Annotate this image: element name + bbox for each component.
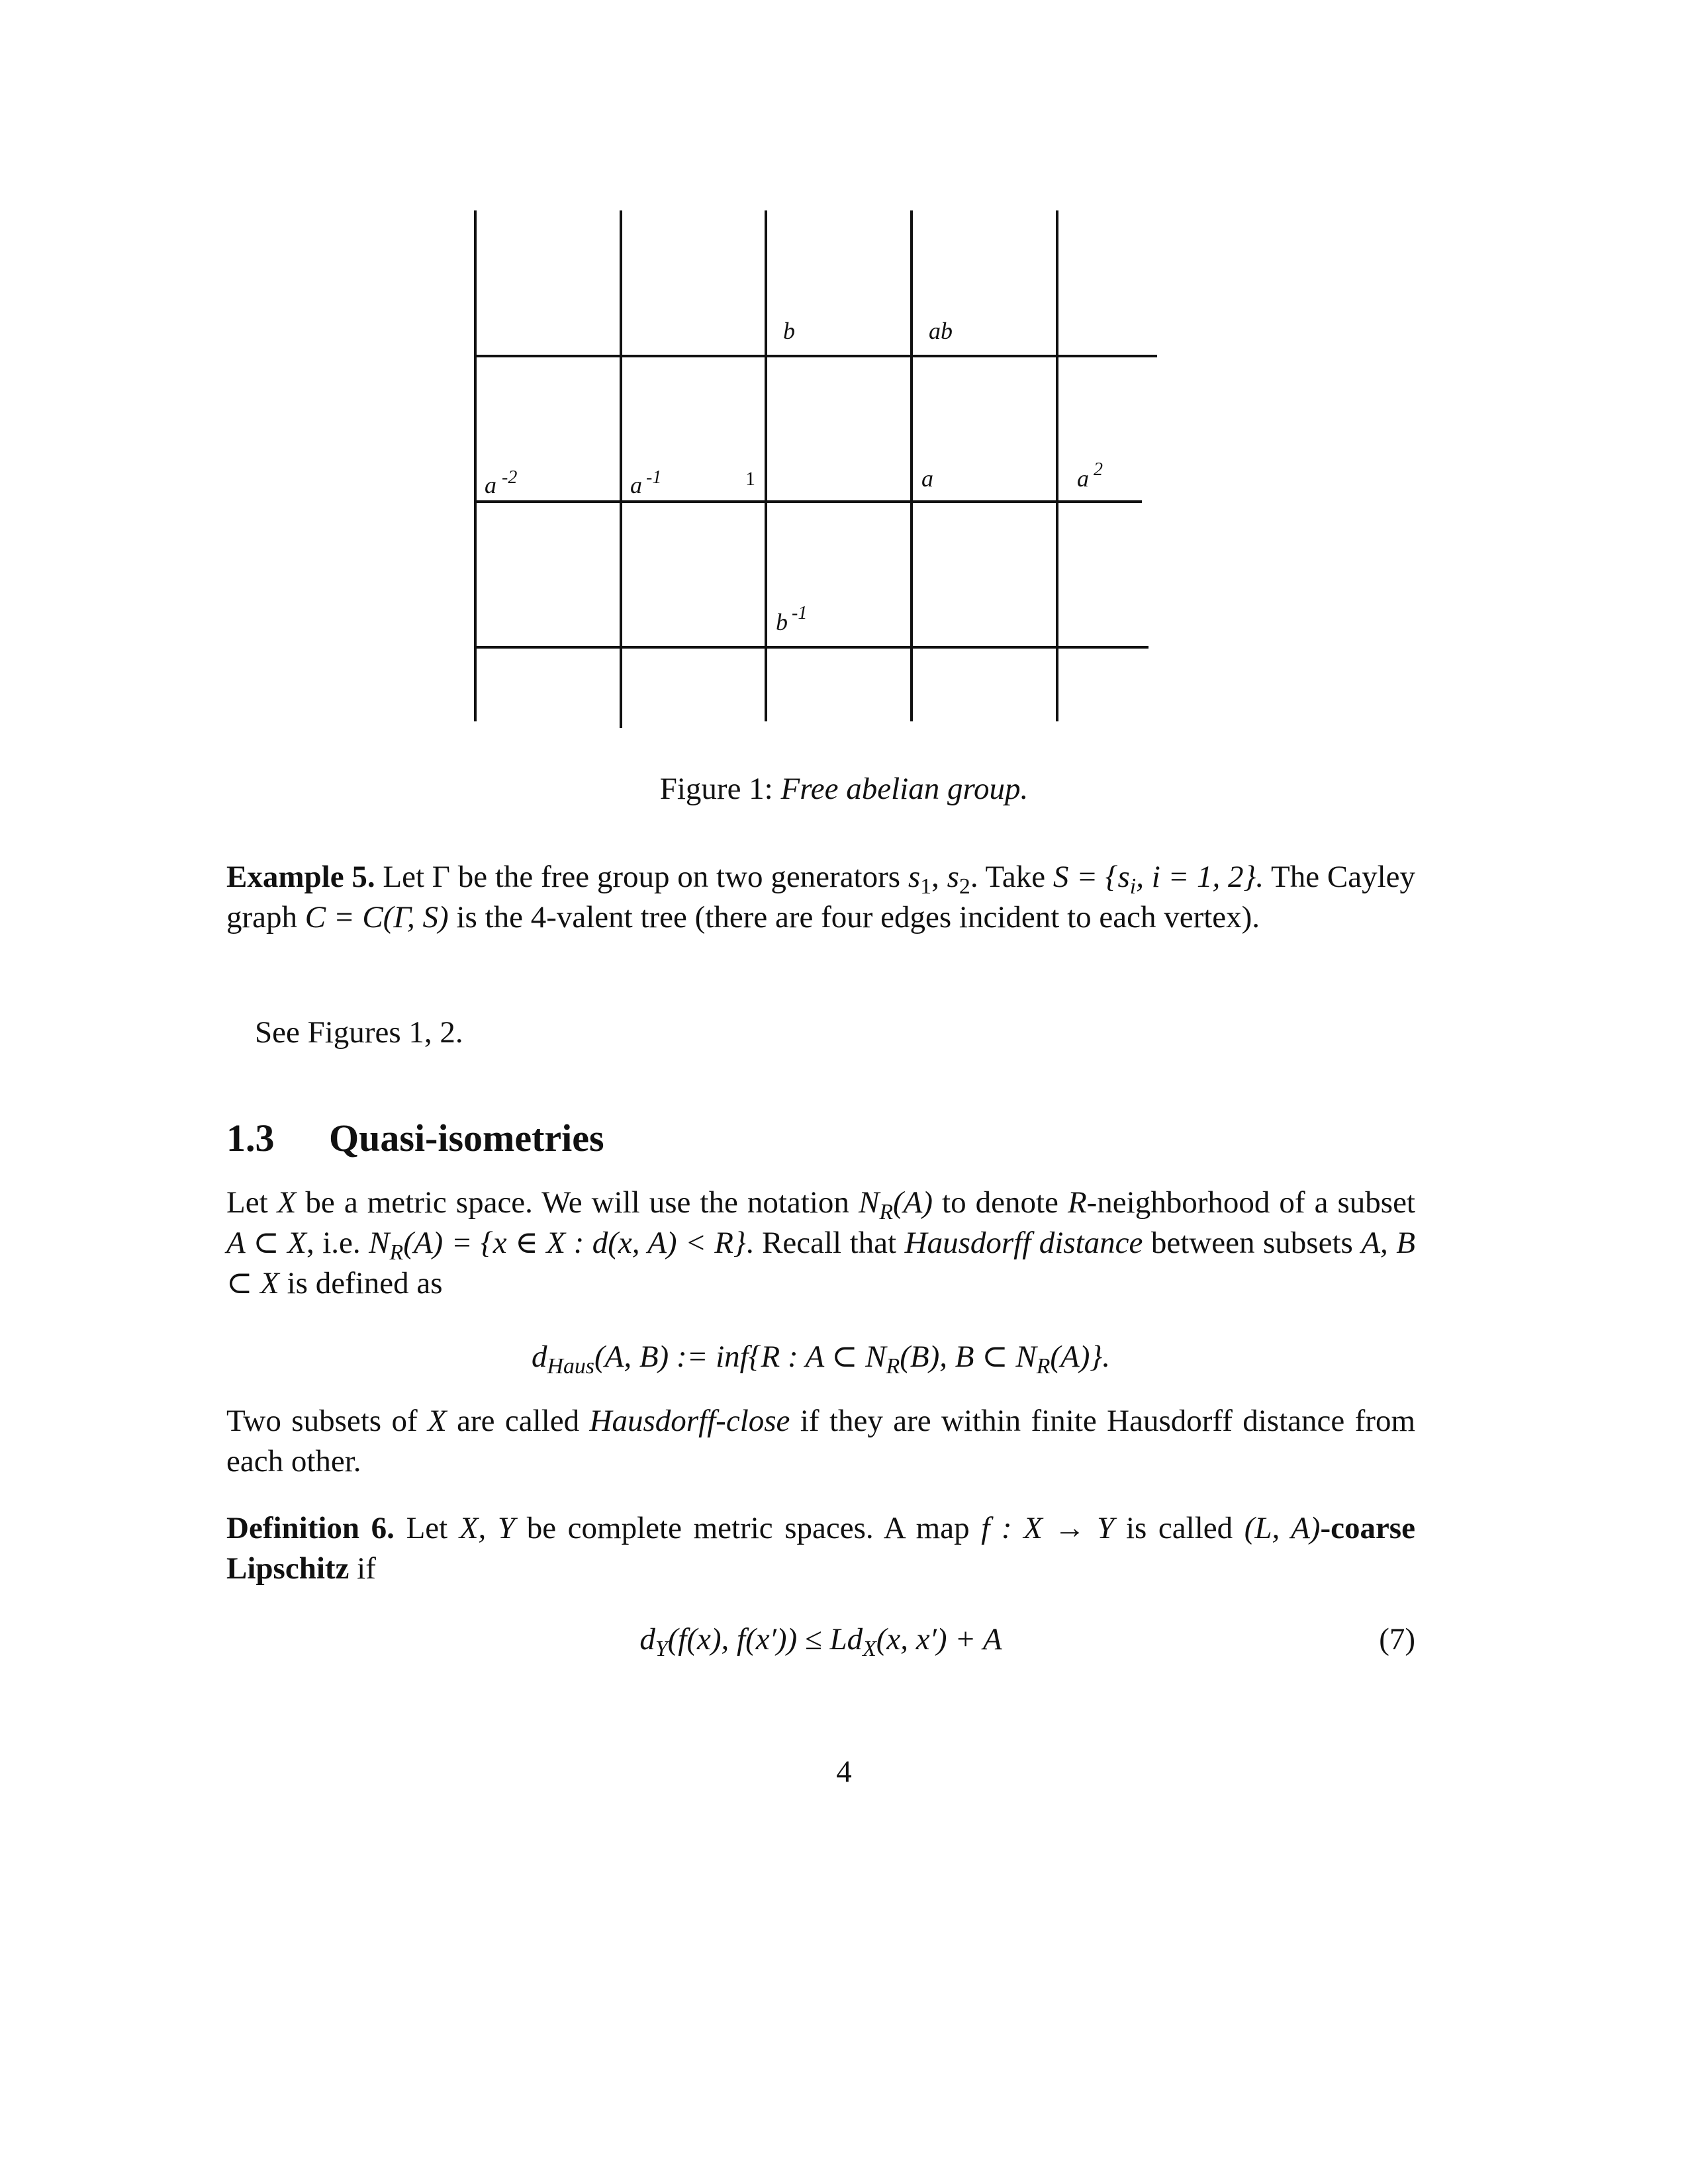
para-text: between subsets [1143, 1226, 1362, 1260]
term-hausdorff-close: Hausdorff-close [589, 1404, 790, 1438]
para-text: , i.e. [306, 1226, 369, 1260]
math-sub: R [389, 1240, 404, 1265]
math-sub: R [886, 1354, 900, 1379]
para-text: . Recall that [745, 1226, 905, 1260]
para-text: Let [394, 1511, 459, 1545]
vertex-label-a-neg1: a [630, 472, 642, 498]
grid-vertical-lines [475, 210, 1057, 728]
math-R: R [1067, 1185, 1087, 1220]
para-text: are called [446, 1404, 590, 1438]
equation-number: (7) [1379, 1622, 1415, 1657]
para-text: if they are within finite Hausdorff distance from each other. [226, 1404, 1416, 1479]
math-XY: X, Y [459, 1511, 516, 1545]
para-text: to denote [933, 1185, 1068, 1220]
math-set: , i = 1, 2}. [1136, 860, 1264, 894]
math-s: s [947, 860, 959, 894]
example-label: Example 5. [226, 860, 375, 894]
math-set-def: = {x ∈ X : d(x, A) < R} [443, 1226, 746, 1260]
math-A: (A) [403, 1226, 444, 1260]
example-text: The Cayley graph [226, 860, 1416, 934]
figure-caption-prefix: Figure 1: [659, 772, 773, 806]
example-5 [226, 857, 1415, 938]
term-hausdorff-distance: Hausdorff distance [904, 1226, 1143, 1260]
definition-6 [226, 1508, 1415, 1589]
math-X: X [277, 1185, 297, 1220]
para-text: be complete metric spaces. A map [515, 1511, 982, 1545]
math-sub: X [863, 1637, 876, 1662]
math-expr: (f(x), f(x′)) ≤ Ld [667, 1622, 863, 1657]
vertex-label-a-neg2-exponent: -2 [502, 467, 518, 488]
math-expr: (A, B) := inf{R : A ⊂ N [594, 1340, 886, 1374]
para-text: -neighborhood of a subset [1086, 1185, 1415, 1220]
section-heading [226, 1115, 604, 1161]
para-text: if [349, 1551, 376, 1586]
math-expr: (x, x′) + A [876, 1622, 1002, 1657]
math-s: s [908, 860, 921, 894]
math-set: S = {s [1053, 860, 1130, 894]
math-d: d [639, 1622, 655, 1657]
para-text: is called [1114, 1511, 1244, 1545]
page-number: 4 [836, 1754, 852, 1789]
math-sub: 2 [959, 874, 970, 899]
math-sub: R [879, 1200, 893, 1225]
vertex-label-b: b [783, 318, 795, 344]
math-d: d [532, 1340, 547, 1374]
section-number: 1.3 [226, 1116, 275, 1160]
vertex-label-identity: 1 [745, 468, 755, 490]
math-sub: Haus [547, 1354, 594, 1379]
math-cayley: C = C(Γ, S) [305, 900, 449, 934]
example-text: is the 4-valent tree (there are four edges incident to each vertex). [448, 900, 1260, 934]
math-sub: R [1036, 1354, 1051, 1379]
equation-7 [226, 1619, 1415, 1662]
figure-caption [0, 769, 1688, 809]
math-subset: A ⊂ X [226, 1226, 306, 1260]
para-text: be a metric space. We will use the notation [296, 1185, 859, 1220]
grid-horizontal-lines [475, 356, 1157, 647]
para-text: Two subsets of [226, 1404, 428, 1438]
see-figures: See Figures 1, 2. [255, 1015, 463, 1050]
vertex-label-a2-exponent: 2 [1094, 459, 1103, 480]
hausdorff-equation [226, 1337, 1415, 1377]
para-text: Let [226, 1185, 277, 1220]
math-subsets: A, B ⊂ X [226, 1226, 1415, 1300]
example-text: . Take [970, 860, 1053, 894]
vertex-label-a2: a [1077, 465, 1089, 492]
section-title: Quasi-isometries [329, 1116, 604, 1160]
definition-label: Definition 6. [226, 1511, 395, 1545]
math-expr: (B), B ⊂ N [900, 1340, 1037, 1374]
cayley-grid-figure [0, 0, 1688, 741]
hausdorff-close-paragraph [226, 1401, 1415, 1482]
math-X: X [428, 1404, 447, 1438]
math-map: f : X → Y [981, 1511, 1115, 1545]
math-A: (A) [892, 1185, 933, 1220]
para-text: is defined as [279, 1266, 443, 1300]
example-text: , [931, 860, 947, 894]
math-expr: (A)}. [1050, 1340, 1110, 1374]
math-sub: Y [655, 1637, 668, 1662]
math-N: N [858, 1185, 880, 1220]
math-sub: 1 [920, 874, 932, 899]
example-text: Let Γ be the free group on two generators [383, 860, 908, 894]
vertex-label-a-neg2: a [485, 472, 496, 498]
vertex-label-a-neg1-exponent: -1 [646, 467, 662, 488]
math-sub: i [1129, 874, 1137, 899]
term-coarse-lipschitz: -coarse Lipschitz [226, 1511, 1415, 1586]
math-N: N [369, 1226, 390, 1260]
vertex-label-b-neg1-exponent: -1 [792, 603, 808, 623]
vertex-label-a: a [921, 465, 933, 492]
vertex-label-b-neg1: b [776, 609, 788, 635]
vertex-label-ab: ab [929, 318, 953, 344]
figure-caption-title: Free abelian group. [780, 772, 1029, 806]
math-LA: (L, A) [1244, 1511, 1321, 1545]
quasi-paragraph [226, 1183, 1415, 1304]
